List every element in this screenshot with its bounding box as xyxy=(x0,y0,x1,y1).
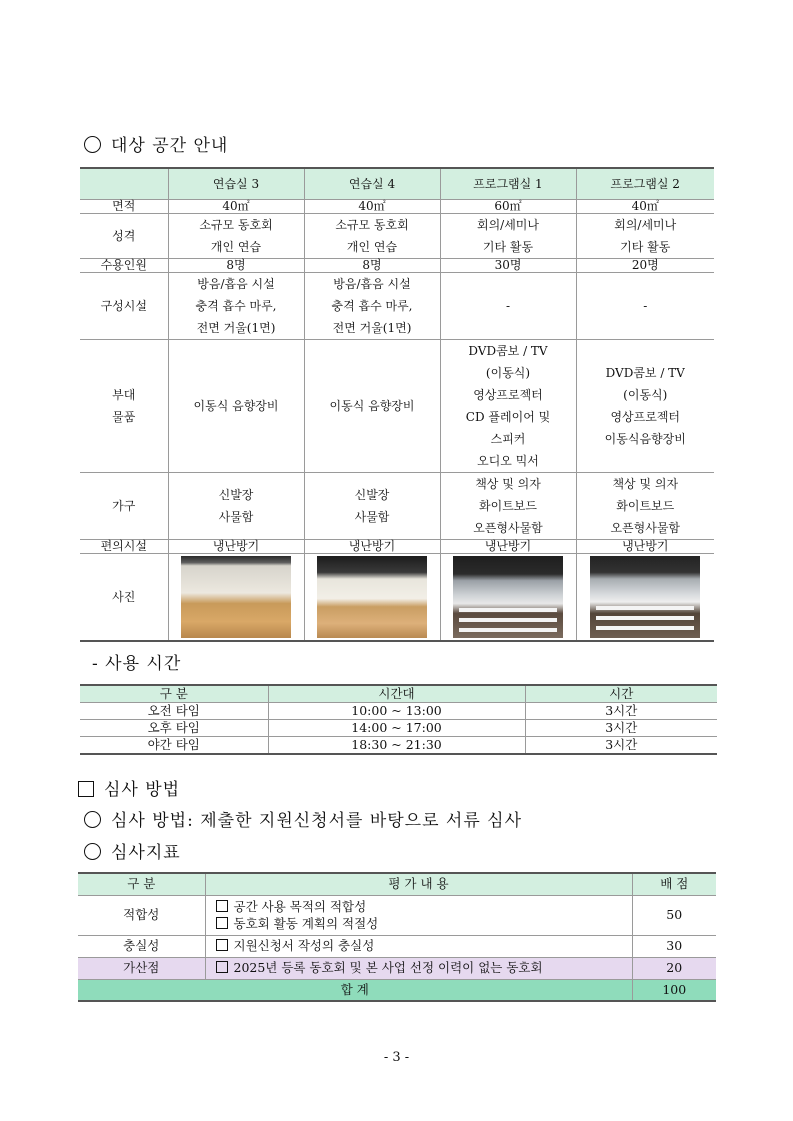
cell-line: 개인 연습 xyxy=(346,239,398,254)
circle-bullet-icon xyxy=(84,811,101,828)
cell-line: 전면 거울(1면) xyxy=(196,320,276,335)
table-cell: 10:00 ~ 13:00 xyxy=(268,703,525,720)
cell-line: 물품 xyxy=(112,409,136,424)
review-method-line xyxy=(84,806,522,831)
criterion-text: 2025년 등록 동호회 및 본 사업 선정 이력이 없는 동호회 xyxy=(233,960,543,976)
cell-line: 회의/세미나 xyxy=(476,217,539,232)
row-label: 구성시설 xyxy=(80,272,168,339)
cell-line: 오픈형사물함 xyxy=(610,520,681,535)
table-header-row xyxy=(80,685,717,703)
table-row-nature xyxy=(80,213,714,258)
table-cell: 60㎡ xyxy=(440,199,576,213)
score-cell: 30 xyxy=(632,935,716,957)
table-row-amenities xyxy=(80,539,714,553)
circle-bullet-icon xyxy=(84,136,101,153)
table-cell: 20명 xyxy=(576,258,714,272)
square-bullet-icon xyxy=(78,781,94,797)
table-cell: 냉난방기 xyxy=(576,539,714,553)
criterion-text: 공간 사용 목적의 적합성 xyxy=(233,899,367,914)
table-cell xyxy=(576,553,714,641)
checkbox-icon xyxy=(216,900,228,912)
section-heading-review xyxy=(78,775,180,800)
cell-line: 신발장 xyxy=(354,487,390,502)
cell-line: 기타 활동 xyxy=(620,239,671,254)
table-row xyxy=(80,737,717,755)
table-header-row xyxy=(78,873,716,895)
table-cell xyxy=(168,272,304,339)
cell-line: (이동식) xyxy=(623,387,668,402)
practice-room-4-photo xyxy=(317,556,427,638)
cell-line: 사물함 xyxy=(354,509,390,524)
table-cell: 3시간 xyxy=(525,737,717,755)
cell-line: 방음/흡음 시설 xyxy=(333,276,411,291)
category-cell: 가산점 xyxy=(78,957,205,979)
table-cell xyxy=(440,339,576,472)
table-cell: 야간 타임 xyxy=(80,737,268,755)
table-row-total xyxy=(78,979,716,1001)
section-heading-target-space xyxy=(84,131,228,156)
table-row xyxy=(80,720,717,737)
row-label xyxy=(80,339,168,472)
category-cell: 충실성 xyxy=(78,935,205,957)
row-label: 편의시설 xyxy=(80,539,168,553)
header-cell: 시간대 xyxy=(268,685,525,703)
table-row-capacity xyxy=(80,258,714,272)
program-room-1-photo xyxy=(453,556,563,638)
circle-bullet-icon xyxy=(84,843,101,860)
header-cell: 연습실 4 xyxy=(304,168,440,199)
table-cell: 3시간 xyxy=(525,703,717,720)
cell-line: 충격 흡수 마루, xyxy=(331,298,413,313)
section-heading-usage-time: - 사용 시간 xyxy=(92,654,182,674)
row-label: 사진 xyxy=(80,553,168,641)
table-cell: 냉난방기 xyxy=(168,539,304,553)
table-cell: 8명 xyxy=(304,258,440,272)
table-cell xyxy=(304,213,440,258)
header-cell: 평 가 내 용 xyxy=(205,873,632,895)
cell-line: 영상프로젝터 xyxy=(473,387,543,402)
items-cell xyxy=(205,935,632,957)
table-cell: 냉난방기 xyxy=(440,539,576,553)
cell-line: 개인 연습 xyxy=(210,239,262,254)
score-cell: 20 xyxy=(632,957,716,979)
table-row-facilities xyxy=(80,272,714,339)
row-label: 면적 xyxy=(80,199,168,213)
table-cell xyxy=(440,553,576,641)
practice-room-3-photo xyxy=(181,556,291,638)
cell-line: (이동식) xyxy=(485,365,531,380)
table-row-area xyxy=(80,199,714,213)
header-cell: 배 점 xyxy=(632,873,716,895)
total-score: 100 xyxy=(632,979,716,1001)
table-cell: 40㎡ xyxy=(304,199,440,213)
cell-line: 이동식음향장비 xyxy=(604,431,686,446)
row-label: 수용인원 xyxy=(80,258,168,272)
criterion-text: 지원신청서 작성의 충실성 xyxy=(233,938,375,954)
table-cell xyxy=(304,553,440,641)
table-row-equipment xyxy=(80,339,714,472)
cell-line: 오디오 믹서 xyxy=(477,453,539,468)
items-cell xyxy=(205,957,632,979)
category-cell: 적합성 xyxy=(78,895,205,935)
table-cell xyxy=(576,213,714,258)
table-cell xyxy=(168,213,304,258)
header-cell: 프로그램실 1 xyxy=(440,168,576,199)
cell-line: 사물함 xyxy=(218,509,254,524)
items-cell xyxy=(205,895,632,935)
section-title: 대상 공간 안내 xyxy=(111,136,229,156)
cell-line: CD 플레이어 및 xyxy=(465,409,551,424)
review-method-text: 심사 방법: 제출한 지원신청서를 바탕으로 서류 심사 xyxy=(111,811,523,831)
cell-line: 부대 xyxy=(112,387,136,402)
cell-line: 회의/세미나 xyxy=(614,217,677,232)
score-cell: 50 xyxy=(632,895,716,935)
table-cell: 40㎡ xyxy=(168,199,304,213)
cell-line: 전면 거울(1면) xyxy=(332,320,412,335)
table-cell xyxy=(168,553,304,641)
table-header-row xyxy=(80,168,714,199)
cell-line: 소규모 동호회 xyxy=(335,217,409,232)
table-cell xyxy=(304,272,440,339)
cell-line: 영상프로젝터 xyxy=(610,409,681,424)
table-row-photo xyxy=(80,553,714,641)
table-row-bonus xyxy=(78,957,716,979)
page-number: - 3 - xyxy=(383,1050,410,1065)
table-cell xyxy=(168,472,304,539)
header-cell xyxy=(80,168,168,199)
header-cell: 프로그램실 2 xyxy=(576,168,714,199)
criterion-text: 동호회 활동 계획의 적절성 xyxy=(233,916,379,931)
time-table xyxy=(80,684,717,755)
header-cell: 시간 xyxy=(525,685,717,703)
table-cell: 이동식 음향장비 xyxy=(168,339,304,472)
cell-line: DVD콤보 / TV xyxy=(605,365,685,380)
cell-line: 스피커 xyxy=(490,431,526,446)
cell-line: 충격 흡수 마루, xyxy=(195,298,277,313)
cell-line: 화이트보드 xyxy=(479,498,537,513)
table-cell: 오후 타임 xyxy=(80,720,268,737)
header-cell: 연습실 3 xyxy=(168,168,304,199)
cell-line: 방음/흡음 시설 xyxy=(197,276,275,291)
total-label: 합 계 xyxy=(78,979,632,1001)
table-cell: 8명 xyxy=(168,258,304,272)
cell-line: 책상 및 의자 xyxy=(612,476,679,491)
table-row xyxy=(78,935,716,957)
header-cell: 구 분 xyxy=(78,873,205,895)
table-cell: 30명 xyxy=(440,258,576,272)
table-cell: 3시간 xyxy=(525,720,717,737)
evaluation-table xyxy=(78,872,716,1002)
section-title: 심사 방법 xyxy=(104,780,181,800)
table-cell: 14:00 ~ 17:00 xyxy=(268,720,525,737)
cell-line: 오픈형사물함 xyxy=(473,520,543,535)
criteria-title: 심사지표 xyxy=(111,843,181,863)
table-cell: 이동식 음향장비 xyxy=(304,339,440,472)
table-cell: - xyxy=(440,272,576,339)
cell-line: DVD콤보 / TV xyxy=(468,343,548,358)
table-row-furniture xyxy=(80,472,714,539)
table-cell xyxy=(440,213,576,258)
table-row xyxy=(78,895,716,935)
checkbox-icon xyxy=(216,917,228,929)
review-criteria-heading xyxy=(84,838,181,863)
table-cell xyxy=(576,339,714,472)
criterion-item xyxy=(216,898,630,915)
cell-line: 화이트보드 xyxy=(616,498,675,513)
table-cell: 오전 타임 xyxy=(80,703,268,720)
cell-line: 기타 활동 xyxy=(482,239,534,254)
checkbox-icon xyxy=(216,961,228,973)
table-cell: 냉난방기 xyxy=(304,539,440,553)
cell-line: 책상 및 의자 xyxy=(475,476,541,491)
table-cell: - xyxy=(576,272,714,339)
table-cell xyxy=(576,472,714,539)
header-cell: 구 분 xyxy=(80,685,268,703)
table-cell: 40㎡ xyxy=(576,199,714,213)
row-label: 성격 xyxy=(80,213,168,258)
table-cell xyxy=(440,472,576,539)
facility-table xyxy=(80,167,714,642)
program-room-2-photo xyxy=(590,556,700,638)
cell-line: 신발장 xyxy=(218,487,254,502)
table-cell xyxy=(304,472,440,539)
table-cell: 18:30 ~ 21:30 xyxy=(268,737,525,755)
criterion-item xyxy=(216,915,630,932)
checkbox-icon xyxy=(216,939,228,951)
cell-line: 소규모 동호회 xyxy=(199,217,273,232)
row-label: 가구 xyxy=(80,472,168,539)
table-row xyxy=(80,703,717,720)
